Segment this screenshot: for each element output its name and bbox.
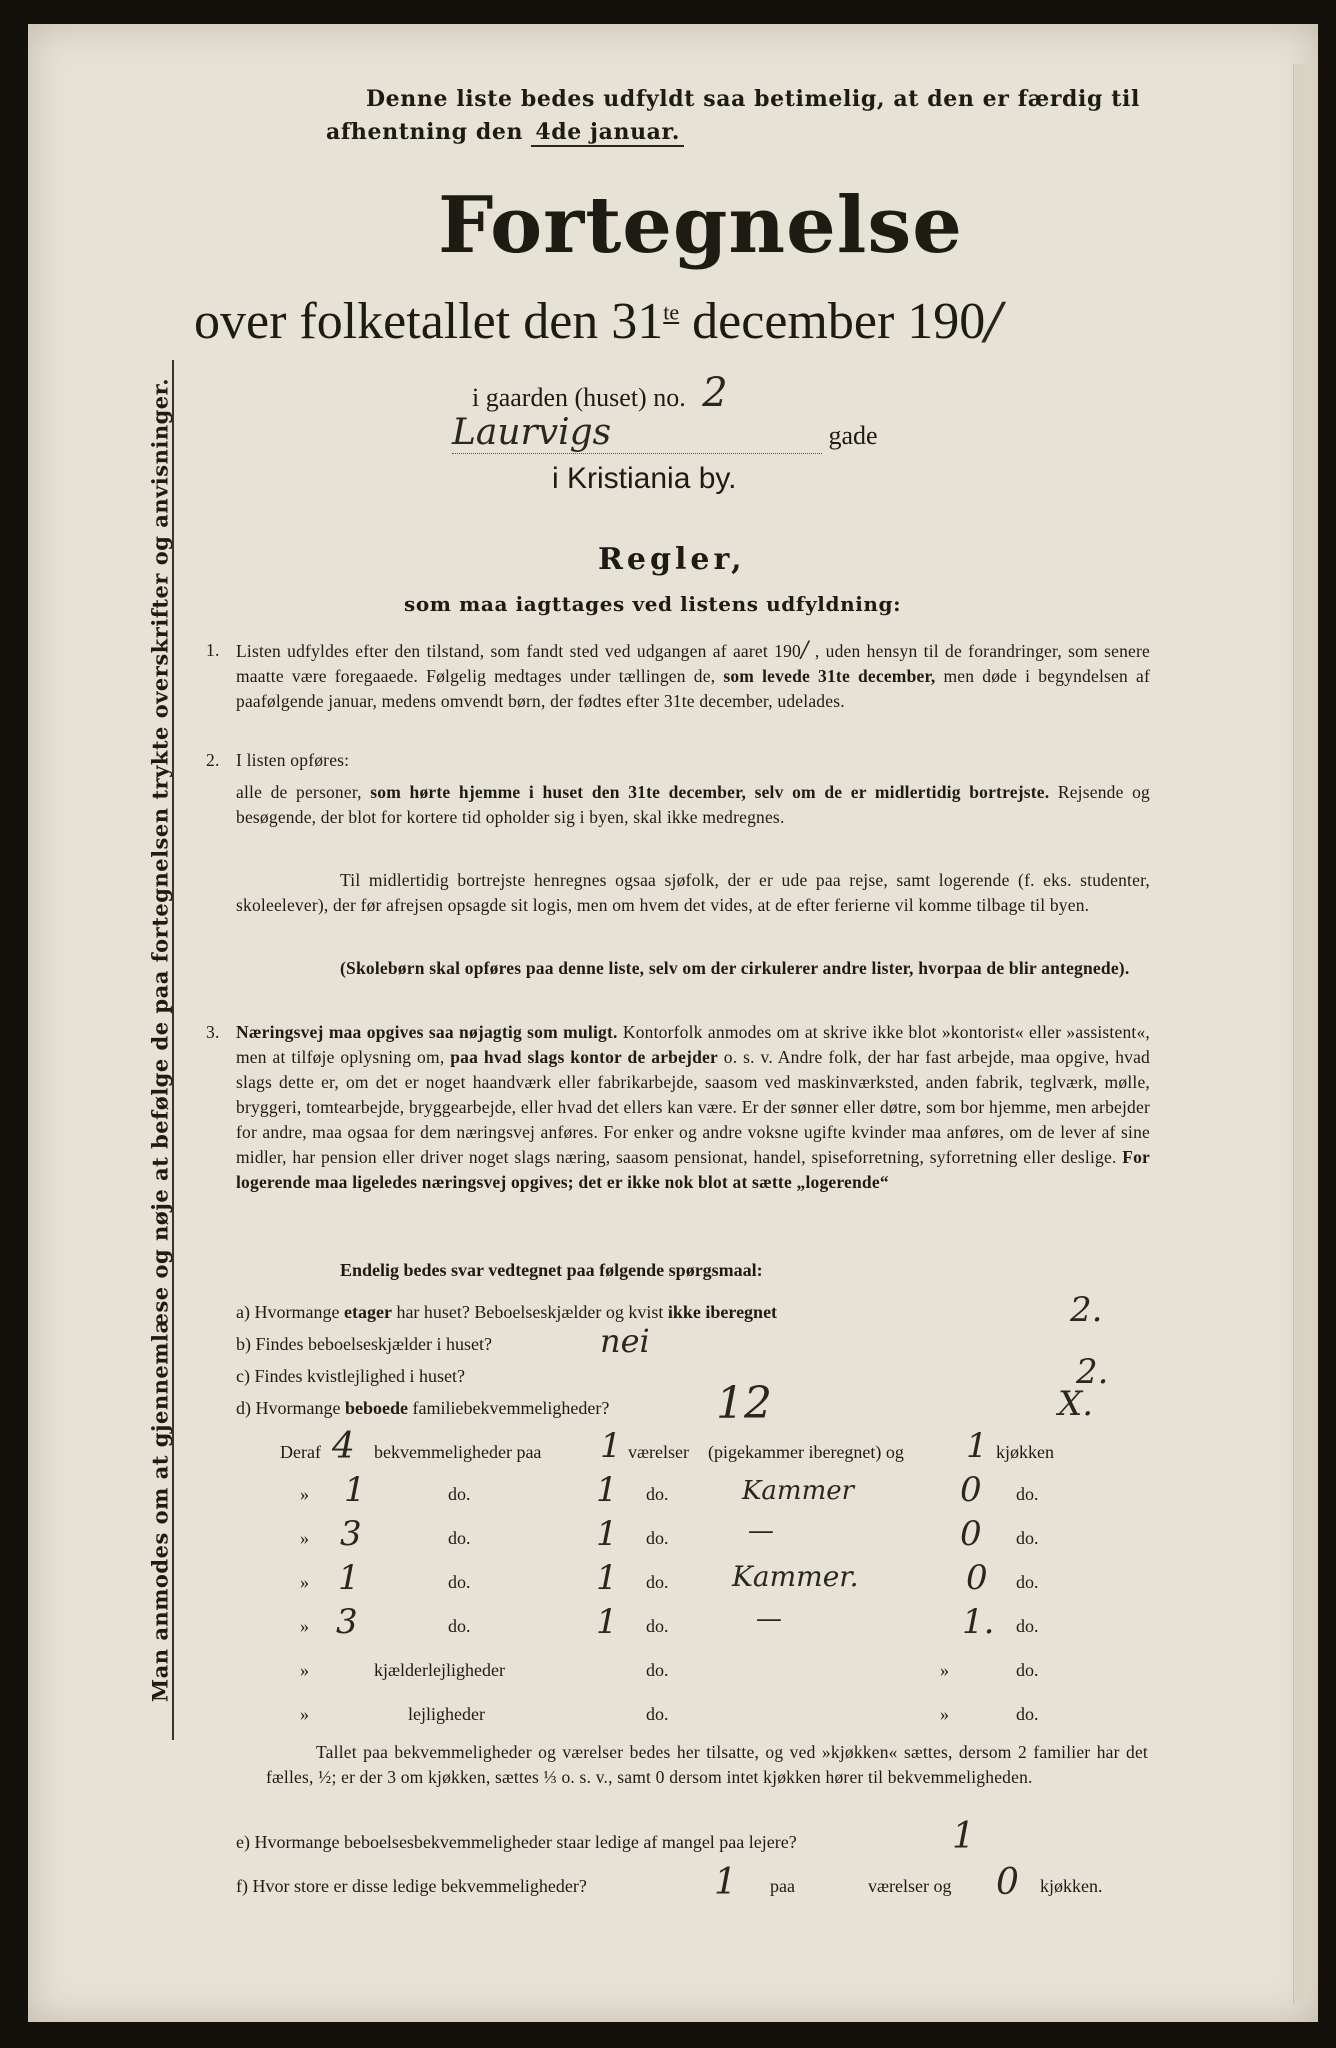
question-b-text: Findes beboelseskjælder i huset? — [255, 1334, 492, 1354]
rule-1-text-c: men døde i begyndelsen af paafølgende januar, medens omvendt børn, der fødtes efter 31te december, udelades. — [236, 666, 1151, 711]
question-a — [236, 1302, 777, 1323]
do-label: do. — [1016, 1660, 1039, 1680]
sidebar-rule — [172, 360, 174, 1740]
subtitle — [194, 292, 1002, 351]
do-label: do. — [646, 1616, 669, 1636]
rule-1-number: 1. — [206, 640, 220, 660]
answer-c: 2. — [1076, 1352, 1109, 1392]
ditto-mark: » — [300, 1616, 309, 1636]
page-edge — [1293, 64, 1308, 2004]
question-a-text-a: Hvormange — [254, 1302, 340, 1322]
house-label: i gaarden (huset) no. — [472, 383, 686, 412]
answer-b: nei — [600, 1322, 650, 1360]
answer-f-kitchen: 0 — [996, 1862, 1019, 1903]
table-row-4-count: 1 — [338, 1558, 360, 1598]
do-label: do. — [1016, 1484, 1039, 1504]
table-kjokken: kjøkken — [996, 1442, 1054, 1462]
ditto-mark: » — [940, 1660, 949, 1680]
sidebar-instruction: Man anmodes om at gjennemlæse og nøje at befølge de paa fortegnelsen trykte overskrifter og anvisninger. — [147, 377, 173, 1703]
table-row-3-rooms: 1 — [596, 1514, 618, 1554]
table-deraf: Deraf — [280, 1442, 321, 1462]
question-d — [236, 1398, 609, 1419]
answer-f-rooms: 1 — [714, 1862, 737, 1903]
ditto-mark: » — [940, 1704, 949, 1724]
table-row-1-count: 4 — [332, 1426, 355, 1467]
notice-line-2 — [326, 119, 684, 147]
table-row-1-kitchen: 1 — [966, 1426, 988, 1466]
question-c-text: Findes kvistlejlighed i huset? — [254, 1366, 465, 1386]
kjaelder-label: kjælderlejligheder — [374, 1660, 505, 1680]
rules-subheading: som maa iagttages ved listens udfyldning: — [404, 592, 902, 616]
rule-3-text-a: Kontorfolk anmodes om at skrive ikke blot »kontorist« eller »assistent«, men at tilføje oplysning om, — [236, 1022, 1150, 1067]
table-row-2-rooms: 1 — [596, 1470, 618, 1510]
do-label: do. — [646, 1484, 669, 1504]
rule-3-bold-b: paa hvad slags kontor de arbejder — [450, 1047, 718, 1067]
rule-1-bold: som levede 31te december, — [723, 666, 936, 686]
rule-3-bold-a: Næringsvej maa opgives saa nøjagtig som muligt. — [236, 1022, 618, 1042]
rule-1 — [236, 638, 1150, 714]
question-a-label: a) — [236, 1302, 250, 1322]
rule-2-para-1 — [236, 780, 1150, 830]
rule-2-intro: I listen opføres: — [236, 750, 350, 770]
rule-2-text-a: alle de personer, — [236, 782, 362, 802]
table-row-1-rooms: 1 — [600, 1426, 622, 1466]
do-label: do. — [646, 1528, 669, 1548]
subtitle-year-hand: / — [985, 292, 1003, 350]
street-name: Laurvigs — [452, 412, 822, 454]
rule-3 — [236, 1020, 1150, 1195]
city-line: i Kristiania by. — [552, 462, 737, 495]
answer-d-right: X. — [1058, 1384, 1094, 1424]
f-vaerelser-og: værelser og — [868, 1876, 952, 1896]
table-bekv-paa: bekvemmeligheder paa — [374, 1442, 542, 1462]
street-suffix: gade — [828, 421, 878, 450]
house-number: 2 — [702, 370, 728, 416]
rule-3-number: 3. — [206, 1022, 220, 1042]
do-label: do. — [448, 1616, 471, 1636]
do-label: do. — [1016, 1704, 1039, 1724]
street-line — [452, 412, 878, 454]
question-d-text-b: familiebekvemmeligheder? — [412, 1398, 610, 1418]
table-row-5-kitchen: 1. — [962, 1602, 995, 1642]
table-row-2-note: Kammer — [742, 1476, 855, 1506]
table-row-2-count: 1 — [344, 1470, 366, 1510]
notice-prefix: afhentning den — [326, 119, 524, 145]
answer-a: 2. — [1070, 1290, 1103, 1330]
table-kammer-note: (pigekammer iberegnet) og — [708, 1442, 904, 1462]
table-row-4-rooms: 1 — [596, 1558, 618, 1598]
table-row-4-kitchen: 0 — [966, 1558, 988, 1598]
table-vaerelser: værelser — [628, 1442, 689, 1462]
question-f-text: Hvor store er disse ledige bekvemmeligheder? — [252, 1876, 587, 1896]
question-a-bold-a: etager — [343, 1302, 392, 1322]
do-label: do. — [646, 1572, 669, 1592]
table-row-3-note: — — [748, 1516, 774, 1546]
question-f-label: f) — [236, 1876, 248, 1896]
footer-note: Tallet paa bekvemmeligheder og værelser bedes her tilsatte, og ved »kjøkken« sættes, dersom 2 familier har det fælles, ½; er der 3 om kjøkken, sættes ⅓ o. s. v., samt 0 dersom intet kjøkken hører til bekvemmeligheden. — [266, 1742, 1148, 1787]
question-d-label: d) — [236, 1398, 251, 1418]
rule-1-year: / — [801, 638, 809, 663]
do-label: do. — [448, 1572, 471, 1592]
subtitle-text: over folketallet den 31 — [194, 293, 664, 350]
do-label: do. — [448, 1528, 471, 1548]
do-label: do. — [646, 1660, 669, 1680]
do-label: do. — [448, 1484, 471, 1504]
notice-date: 4de januar. — [531, 119, 684, 147]
question-c-label: c) — [236, 1366, 250, 1386]
rule-2-number: 2. — [206, 750, 220, 770]
f-paa: paa — [770, 1876, 795, 1896]
f-kjokken: kjøkken. — [1040, 1876, 1103, 1896]
rule-1-text-b: , uden hensyn til de forandringer, som senere maatte være foregaaede. Følgelig medtages under tællingen de, — [236, 641, 1150, 686]
table-row-3-kitchen: 0 — [960, 1514, 982, 1554]
do-label: do. — [1016, 1616, 1039, 1636]
answer-d: 12 — [716, 1378, 772, 1429]
question-e-label: e) — [236, 1832, 250, 1852]
rule-2-text-b: Rejsende og besøgende, der blot for kortere tid opholder sig i byen, skal ikke medregnes. — [236, 782, 1151, 827]
question-e — [236, 1832, 797, 1853]
question-b — [236, 1334, 492, 1355]
rule-2-para-3: (Skolebørn skal opføres paa denne liste, selv om der cirkulerer andre lister, hvorpaa de blir antegnede). — [340, 958, 1130, 978]
ditto-mark: » — [300, 1704, 309, 1724]
rule-3-bold-c: For logerende maa ligeledes næringsvej opgives; det er ikke nok blot at sætte „logerende“ — [236, 1147, 1151, 1192]
question-e-text: Hvormange beboelsesbekvemmeligheder staar ledige af mangel paa lejere? — [254, 1832, 797, 1852]
ditto-mark: » — [300, 1484, 309, 1504]
ditto-mark: » — [300, 1660, 309, 1680]
rule-2-bold: som hørte hjemme i huset den 31te december, selv om de er midlertidig bortrejste. — [370, 782, 1050, 802]
do-label: do. — [1016, 1572, 1039, 1592]
table-row-5-note: — — [756, 1604, 782, 1634]
rule-3-text-b: o. s. v. Andre folk, der har fast arbejde, maa opgive, hvad slags dette er, om det er noget haandværk eller fabrikarbejde, saasom ved maskinværksted, anden fabrik, teglværk, mølle, bryggeri, tomtearbejde, bryggearbejde, eller hvad det ellers kan være. Er der sønner eller døtre, som bor hjemme, men arbejder for andre, maa ogsaa for dem næringsvej anføres. For enker og andre voksne ugifte kvinder maa anføres, om de lever af sine midler, har pension eller driver noget slags næring, saasom pensionat, handel, spiseforretning, syforretning eller deslige. — [236, 1047, 1151, 1167]
ditto-mark: » — [300, 1528, 309, 1548]
question-a-text-b: har huset? Beboelseskjælder og kvist — [396, 1302, 664, 1322]
subtitle-sup: te — [663, 299, 680, 325]
question-a-bold-b: ikke iberegnet — [667, 1302, 778, 1322]
question-d-bold: beboede — [344, 1398, 408, 1418]
question-d-text-a: Hvormange — [255, 1398, 341, 1418]
table-row-5-rooms: 1 — [596, 1602, 618, 1642]
notice-line-1: Denne liste bedes udfyldt saa betimelig, at den er færdig til — [366, 86, 1140, 112]
table-row-4-note: Kammer. — [732, 1560, 859, 1593]
page-title: Fortegnelse — [438, 180, 963, 271]
table-row-2-kitchen: 0 — [960, 1470, 982, 1510]
table-row-3-count: 3 — [340, 1514, 362, 1554]
question-b-label: b) — [236, 1334, 251, 1354]
house-line — [472, 370, 728, 416]
table-row-5-count: 3 — [336, 1602, 358, 1642]
answer-e: 1 — [952, 1816, 975, 1857]
rule-2-para-2: Til midlertidig bortrejste henregnes ogsaa sjøfolk, der er ude paa rejse, samt logerende (f. eks. studenter, skoleelever), der før afrejsen opsagde sit logis, men om hvem det vides, at de efter ferierne vil komme tilbage til byen. — [236, 870, 1150, 915]
lejligheder-label: lejligheder — [408, 1704, 485, 1724]
do-label: do. — [1016, 1528, 1039, 1548]
question-f — [236, 1876, 587, 1897]
subtitle-rest: december 190 — [692, 293, 986, 350]
ditto-mark: » — [300, 1572, 309, 1592]
do-label: do. — [646, 1704, 669, 1724]
rule-1-text-a: Listen udfyldes efter den tilstand, som fandt sted ved udgangen af aaret 190 — [236, 641, 802, 661]
question-c — [236, 1366, 465, 1387]
rules-heading: Regler, — [598, 542, 746, 577]
questions-intro: Endelig bedes svar vedtegnet paa følgende spørgsmaal: — [340, 1260, 763, 1280]
